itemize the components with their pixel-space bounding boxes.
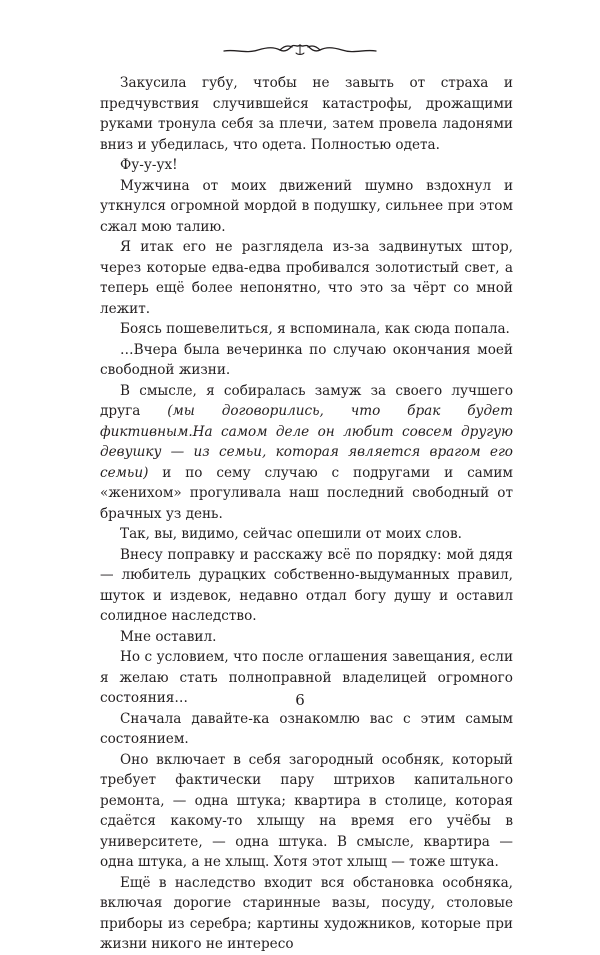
- paragraph: Оно включает в себя загородный особняк, который требует фактически пару штрихов капитального ремонта, — одна штука; квартира в столице, которая сдаётся какому-то хлыщу на время его учёбы в университете, — одна штука. В смысле, квартира — одна штука, а не хлыщ. Хотя этот хлыщ — тоже штука.: [100, 751, 513, 870]
- flourish-divider-svg: [222, 38, 378, 62]
- body-text: [100, 73, 513, 955]
- paragraph-with-italic: [100, 381, 513, 525]
- paragraph: Фу-у-ух!: [120, 157, 178, 173]
- paragraph: Я итак его не разглядела из-за задвинутых штор, через которые едва-едва пробивался золотистый свет, а теперь ещё более непонятно, что это за чёрт со мной лежит.: [100, 239, 513, 317]
- paragraph: …Вчера была вечеринка по случаю окончания моей свободной жизни.: [100, 341, 513, 378]
- page-number: 6: [295, 691, 305, 709]
- paragraph: Боясь пошевелиться, я вспоминала, как сюда попала.: [120, 321, 510, 337]
- paragraph: Но с условием, что после оглашения завещания, если я желаю стать полноправной владелицей огромного состояния…: [100, 649, 513, 706]
- flourish-divider-icon: [222, 38, 378, 62]
- paragraph: Мужчина от моих движений шумно вздохнул и уткнулся огромной мордой в подушку, сильнее при этом сжал мою талию.: [100, 177, 513, 235]
- paragraph-text: и по сему случаю с подругами и самим «женихом» прогуливала наш последний свободный от брачных уз день.: [100, 464, 513, 522]
- paragraph-text: В смысле, я собиралась замуж за своего лучшего друга: [100, 382, 513, 419]
- paragraph: Мне оставил.: [120, 628, 217, 645]
- paragraph: Сначала давайте-ка ознакомлю вас с этим самым состоянием.: [100, 710, 513, 747]
- italic-aside: (мы договорились, что брак будет фиктивным.На самом деле он любит совсем другую девушку — из семьи, которая является врагом его семьи): [100, 403, 513, 481]
- paragraph: Закусила губу, чтобы не завыть от страха и предчувствия случившейся катастрофы, дрожащими руками тронула себя за плечи, затем провела ладонями вниз и убедилась, что одета. Полностью одета.: [100, 75, 513, 153]
- paragraph: Внесу поправку и расскажу всё по порядку: мой дядя — любитель дурацких собственно-выдуманных правил, шуток и издевок, недавно отдал богу душу и оставил солидное наследство.: [100, 546, 513, 624]
- paragraph: Так, вы, видимо, сейчас опешили от моих слов.: [120, 526, 462, 542]
- paragraph: Ещё в наследство входит вся обстановка особняка, включая дорогие старинные вазы, посуду, столовые приборы из серебра; картины художников, которые при жизни никого не интересо: [100, 874, 513, 952]
